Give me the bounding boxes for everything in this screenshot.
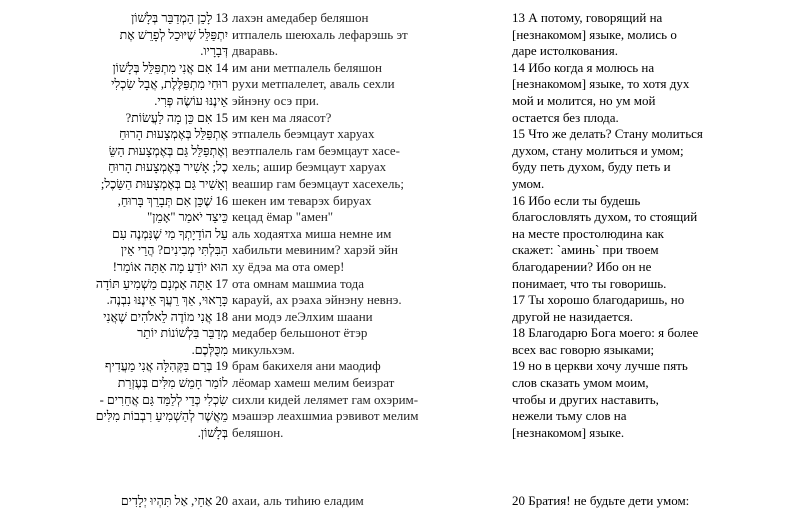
russian-line: слов сказать умом моим, [512, 375, 649, 391]
hebrew-line: וְאָשִׁיר גַּם בְּאֶמְצָעוּת הַשֵּׂכֶל; [100, 176, 228, 191]
hebrew-line: רוּחִי מִתְפַּלֶּלֶת, אֲבָל שִׂכְלִי [111, 77, 228, 92]
transliteration-line: беляшон. [232, 424, 284, 440]
transliteration-line: им ани метпалель беляшон [232, 59, 382, 75]
transliteration-line: лёомар хамеш мелим беизрат [232, 375, 395, 391]
russian-line: 15 Что же делать? Стану молиться [512, 126, 703, 142]
transliteration-line: лахэн амедабер беляшон [232, 10, 369, 25]
transliteration-line: ху ёдэа ма ота омер! [232, 258, 345, 274]
hebrew-line: דְּבָרָיו. [200, 44, 228, 59]
russian-line: чтобы и других наставить, [512, 391, 659, 407]
transliteration-line: ота омнам машмиа тода [232, 275, 365, 291]
russian-line: [незнакомом] языке. [512, 424, 625, 440]
hebrew-line: בְּלָשׁוֹן. [197, 425, 228, 440]
russian-line: нежели тьму слов на [512, 408, 627, 424]
transliteration-line: мэашэр леахшмиа рэвивот мелим [232, 408, 419, 424]
hebrew-line: 13 לָכֵן הַמְדַבֵּר בְּלָשׁוֹן [131, 11, 228, 25]
transliteration-line: вeашир гам беэмцаут хасехель; [232, 175, 404, 191]
russian-column [512, 10, 712, 441]
russian-line: даре истолкования. [512, 43, 618, 59]
russian-line: [незнакомом] языке, молись о [512, 26, 677, 42]
transliteration-line: сихли кидей лелямет гам охэрим- [232, 391, 419, 407]
russian-line: 13 А потому, говорящий на [512, 10, 663, 25]
transliteration-line: караyй, ах рэаха эйнэну невнэ. [232, 292, 402, 308]
russian-line: умом. [512, 175, 545, 191]
russian-line: 16 Ибо если ты будешь [512, 192, 641, 208]
russian-line: на месте простолюдина как [512, 225, 664, 241]
hebrew-line: הַבִּלְתִּי מְבִינִים? הֲרֵי אֵין [120, 243, 228, 258]
russian-line: всех вас говорю языками; [512, 341, 655, 357]
hebrew-line: 16 שֶׁכֵּן אִם תְּבָרֵךְ בָּרוּחַ, [117, 193, 228, 208]
hebrew-line: 17 אַתָּה אָמְנָם מַשְׁמִיעַ תּוֹדָה [95, 276, 228, 291]
transliteration-line: ани модэ леЭлхим шаани [232, 308, 373, 324]
transliteration-column [232, 10, 492, 441]
hebrew-line: 18 אֲנִי מוֹדֶה לֵאלֹהִים שֶׁאֲנִי [103, 309, 228, 324]
hebrew-line: 14 אִם אֲנִי מִתְפַּלֵּל בְּלָשׁוֹן [112, 60, 228, 75]
hebrew-verse-20-partial: 20 אַחַי, אַל תִּהְיוּ יְלָדִים [120, 494, 228, 508]
russian-line: 17 Ты хорошо благодаришь, но [512, 292, 685, 308]
hebrew-line: לוֹמַר חָמֵשׁ מִלִּים בְּעֶזְרַת [117, 376, 228, 391]
transliteration-line: кецад ёмар "амен" [232, 209, 334, 225]
hebrew-line: וְאֶתְפַּלֵּל גַּם בְּאֶמְצָעוּת הַשֵּׂ [108, 143, 228, 158]
transliteration-line: дваравь. [232, 43, 278, 59]
hebrew-line: מְדַבֵּר בִּלְשׁוֹנוֹת יוֹתֵר [137, 326, 228, 341]
russian-line: [незнакомом] языке, то хотя дух [512, 76, 690, 92]
russian-line: 19 но в церкви хочу лучше пять [512, 358, 688, 374]
transliteration-line: им кен ма ляасот? [232, 109, 332, 125]
hebrew-line: הוּא יוֹדֵעַ מָה אַתָּה אוֹמֵר! [112, 259, 228, 274]
hebrew-line: עַל הוֹדָיָתְךָ מִי שֶׁנִּמְנֶה עִם [111, 226, 228, 241]
hebrew-line: מֵאֲשֶׁר לְהַשְׁמִיעַ רִבְבוֹת מִלִּים [95, 409, 228, 424]
hebrew-line: כֶל; אָשִׁיר בְּאֶמְצָעוּת הָרוּחַ [108, 160, 228, 175]
hebrew-line: כֵּיצַד יֹאמַר "אָמֵן" [147, 210, 228, 225]
transliteration-line: веэтпалель гам беэмцаут хасе- [232, 142, 400, 158]
hebrew-line: שִׂכְלִי כְּדֵי לְלַמֵּד גַּם אֲחֵרִים - [99, 392, 228, 407]
russian-line: скажет: `аминь` при твоем [512, 242, 659, 258]
hebrew-line: כָּרָאוּי, אַךְ רֵעֲךָ אֵינֶנּוּ נִבְנֶה. [106, 293, 228, 308]
transliteration-line: хель; ашир беэмцаут харуах [232, 159, 387, 175]
hebrew-line: אֶתְפַּלֵּל בְּאֶמְצָעוּת הָרוּחַ [119, 127, 228, 142]
transliteration-line: медабер бельшонот ётэр [232, 325, 368, 341]
russian-line: мой и молится, но ум мой [512, 92, 656, 108]
hebrew-line: מִכֻּלְּכֶם. [191, 342, 228, 357]
transliteration-line: рухи метпалелет, аваль сехли [232, 76, 395, 92]
hebrew-line: 19 בְּרַם בַּקְּהִלָּה אֲנִי מַעֲדִיף [105, 359, 228, 374]
russian-verse-20-partial: 20 Братия! не будьте дети умом: [512, 493, 690, 508]
russian-line: буду петь духом, буду петь и [512, 159, 671, 175]
russian-line: благословлять духом, то стоящий [512, 209, 698, 225]
russian-line: 18 Благодарю Бога моего: я более [512, 325, 699, 341]
transliteration-line: брам бакихеля ани маодиф [232, 358, 381, 374]
russian-line: благодарении? Ибо он не [512, 258, 652, 274]
russian-line: понимает, что ты говоришь. [512, 275, 667, 291]
hebrew-column [60, 10, 228, 441]
transliteration-line: эйнэну осэ при. [232, 92, 320, 108]
hebrew-line: אֵינֶנּוּ עוֹשֶׂה פְּרִי. [154, 93, 228, 108]
hebrew-line: 15 אִם כֵּן מָה לַעֲשׂוֹת? [125, 110, 228, 125]
russian-line: духом, стану молиться и умом; [512, 142, 684, 158]
transliteration-line: этпалель беэмцаут харуах [232, 126, 375, 142]
transliteration-verse-20-partial: ахаи, аль тиhию еладим [232, 493, 364, 508]
transliteration-line: шекен им теварэх бируах [232, 192, 372, 208]
transliteration-line: аль ходаятха миша немне им [232, 225, 392, 241]
transliteration-line: микульхэм. [232, 341, 295, 357]
hebrew-line: יִתְפַּלֵּל שֶׁיּוּכַל לְפָרֵשׁ אֶת [119, 27, 228, 42]
russian-line: 14 Ибо когда я молюсь на [512, 59, 655, 75]
russian-line: другой не назидается. [512, 308, 633, 324]
transliteration-line: итпалель шеюхаль лефарэшь эт [232, 26, 408, 42]
russian-line: остается без плода. [512, 109, 619, 125]
transliteration-line: хабильти мевиним? харэй эйн [232, 242, 398, 258]
